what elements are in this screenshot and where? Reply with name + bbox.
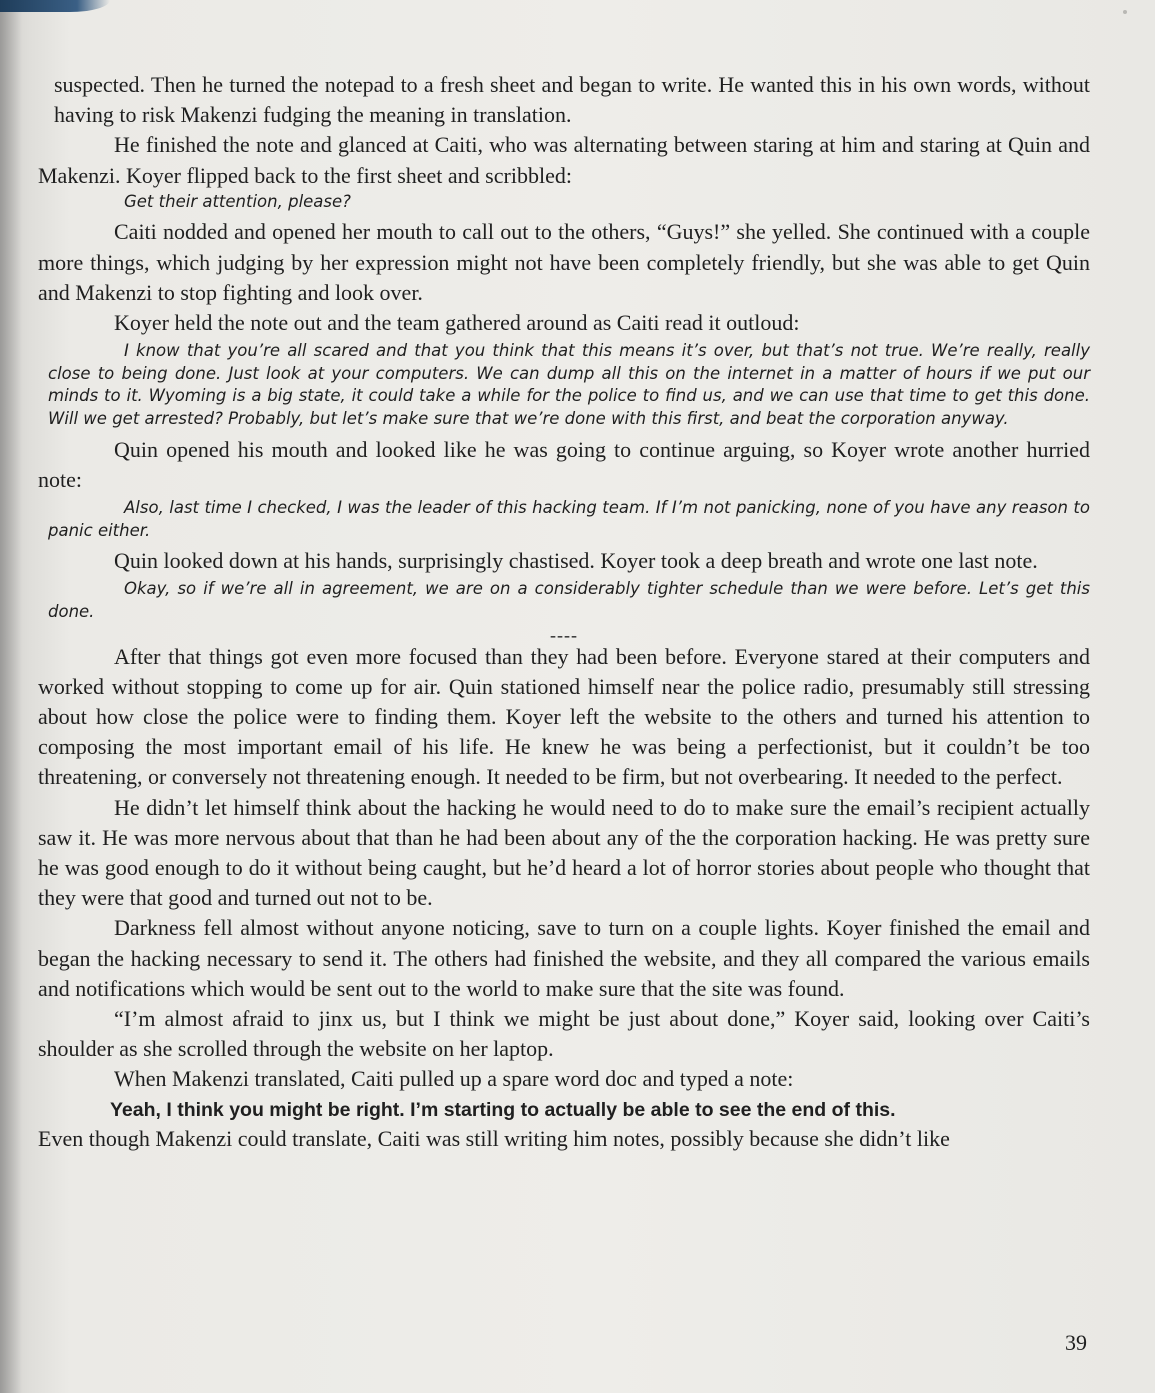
- paragraph: Caiti nodded and opened her mouth to call out to the others, “Guys!” she yelled. She continued with a couple more things, which judging by her expression might not have been completely friendly, but she was able to get Quin and Makenzi to stop fighting and look over.: [38, 219, 1090, 305]
- paragraph: “I’m almost afraid to jinx us, but I think we might be just about done,” Koyer said, looking over Caiti’s shoulder as she scrolled through the website on her laptop.: [38, 1006, 1090, 1062]
- cover-edge: [0, 0, 110, 12]
- handwritten-note: Okay, so if we’re all in agreement, we are on a considerably tighter schedule than we were before. Let’s get this done.: [48, 579, 1090, 621]
- typed-note: Yeah, I think you might be right. I’m starting to actually be able to see the end of this.: [110, 1098, 896, 1121]
- paragraph: He didn’t let himself think about the hacking he would need to do to make sure the email’s recipient actually saw it. He was more nervous about that than he had been about any of the the corporation hacking. He was pretty sure he was good enough to do it without being caught, but he’d heard a lot of horror stories about people who thought that they were that good and turned out not to be.: [38, 794, 1090, 911]
- paragraph: Even though Makenzi could translate, Caiti was still writing him notes, possibly because she didn’t like: [38, 1125, 950, 1151]
- paragraph: He finished the note and glanced at Caiti, who was alternating between staring at him and staring at Quin and Makenzi. Koyer flipped back to the first sheet and scribbled:: [38, 132, 1090, 188]
- paragraph: suspected. Then he turned the notepad to a fresh sheet and began to write. He wanted this in his own words, without having to risk Makenzi fudging the meaning in translation.: [54, 72, 1090, 128]
- page-number: 39: [1065, 1330, 1087, 1355]
- paragraph: After that things got even more focused than they had been before. Everyone stared at their computers and worked without stopping to come up for air. Quin stationed himself near the police radio, presumably still stressing about how close the police were to finding them. Koyer left the website to the others and turned his attention to composing the most important email of his life. He knew he was being a perfectionist, but it couldn’t be too threatening, or conversely not threatening enough. It needed to be firm, but not overbearing. It needed to the perfect.: [38, 643, 1090, 790]
- paragraph: When Makenzi translated, Caiti pulled up a spare word doc and typed a note:: [114, 1066, 794, 1092]
- paragraph: Quin looked down at his hands, surprisingly chastised. Koyer took a deep breath and wrote one last note.: [114, 548, 1038, 574]
- handwritten-note: Get their attention, please?: [124, 191, 351, 211]
- paragraph: Darkness fell almost without anyone noticing, save to turn on a couple lights. Koyer finished the email and began the hacking necessary to send it. The others had finished the website, and they all compared the various emails and notifications which would be sent out to the world to make sure that the site was found.: [38, 915, 1090, 1001]
- page-text: [38, 70, 1090, 1154]
- handwritten-note: I know that you’re all scared and that you think that this means it’s over, but that’s not true. We’re really, really close to being done. Just look at your computers. We can dump all this on the internet in a matter of hours if we put our minds to it. Wyoming is a big state, it could take a while for the police to find us, and we can use that time to get this done. Will we get arrested? Probably, but let’s make sure that we’re done with this first, and beat the corporation anyway.: [48, 341, 1090, 428]
- paragraph: Koyer held the note out and the team gathered around as Caiti read it outloud:: [114, 310, 800, 336]
- paragraph: Quin opened his mouth and looked like he was going to continue arguing, so Koyer wrote another hurried note:: [38, 436, 1090, 492]
- page-mark: [1123, 10, 1127, 14]
- handwritten-note: Also, last time I checked, I was the leader of this hacking team. If I’m not panicking, none of you have any reason to panic either.: [48, 498, 1090, 540]
- scene-break: ----: [550, 624, 578, 645]
- binding-shadow: [0, 0, 22, 1393]
